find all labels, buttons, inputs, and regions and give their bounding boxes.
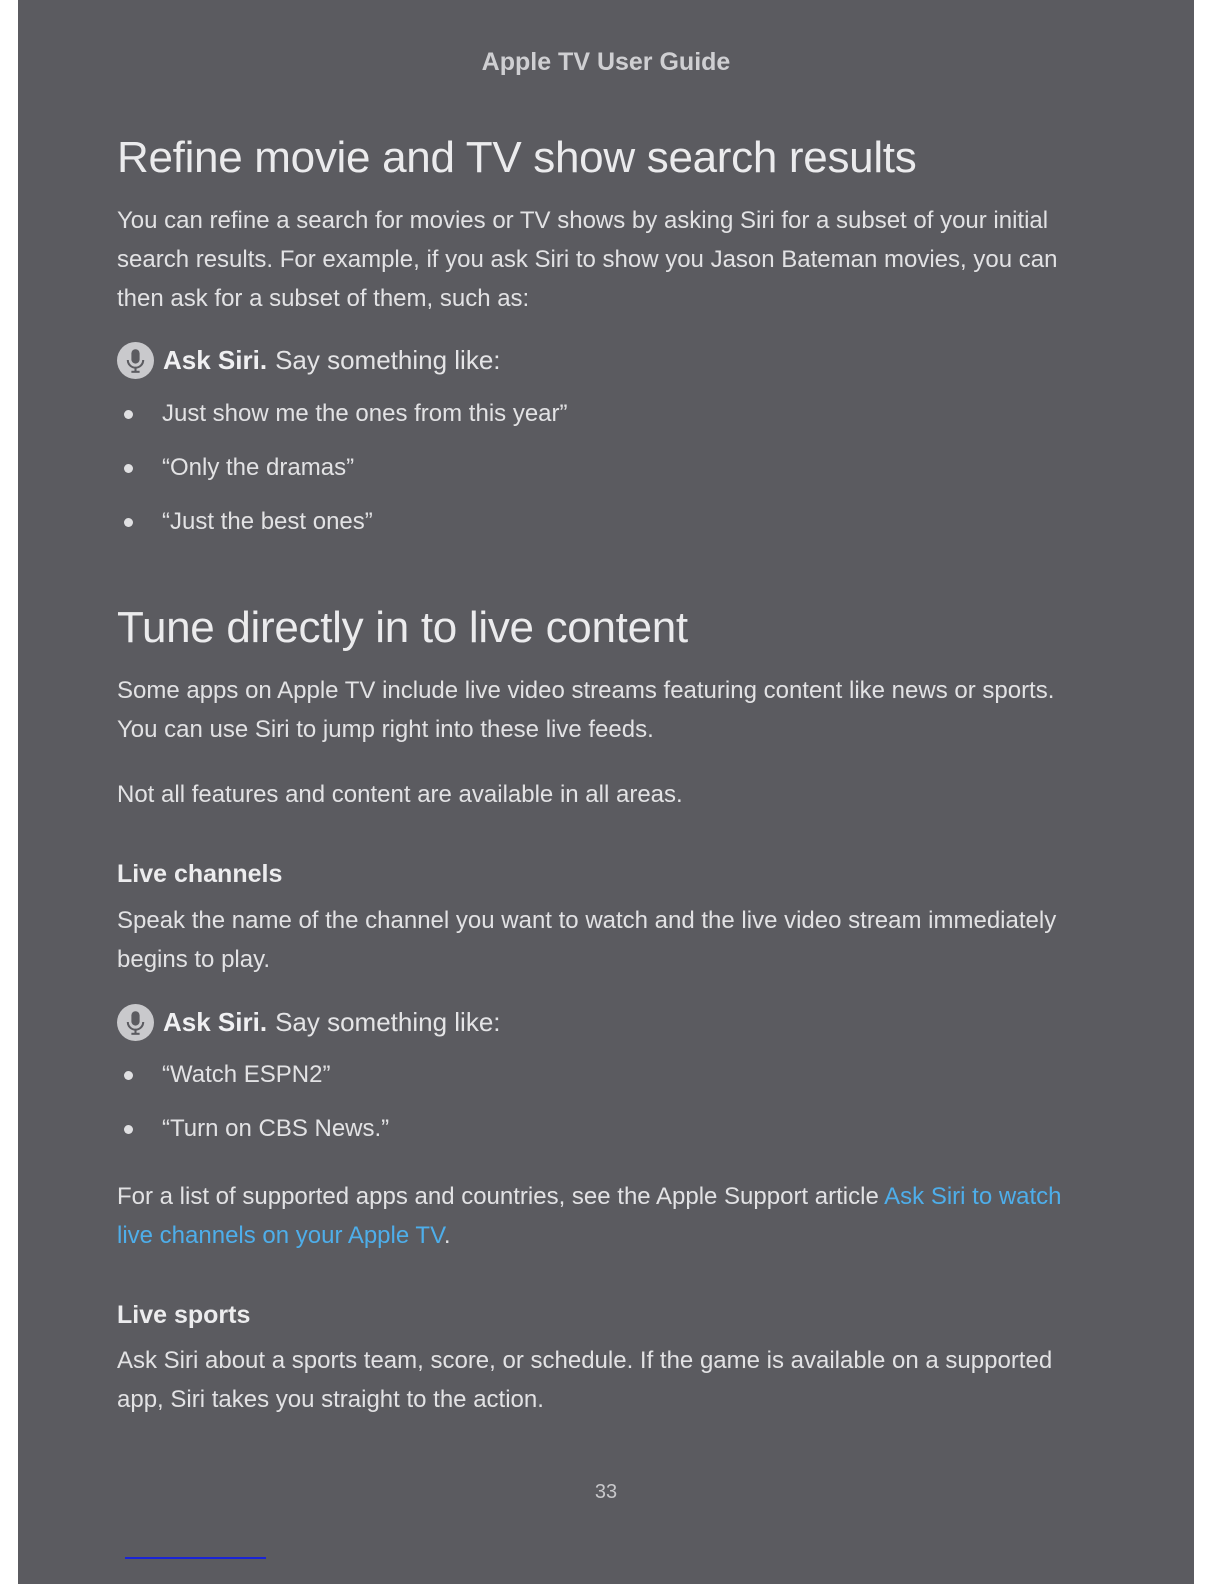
refine-search-intro: You can refine a search for movies or TV shows by asking Siri for a subset of your initial search results. For example, if you ask Siri to show you Jason Bateman movies, you can then ask for a subset of them, such as: [117,207,1058,312]
list-item [124,400,568,428]
list-item [124,508,373,536]
support-article-paragraph [117,1177,1097,1255]
section-heading-refine-search: Refine movie and TV show search results [117,133,917,182]
list-item [124,1061,330,1089]
bullet-dot [124,1071,133,1080]
document-header-title: Apple TV User Guide [481,48,731,76]
ask-siri-prompt-2 [117,1003,501,1041]
bullet-text: “Turn on CBS News.” [162,1115,390,1142]
ask-siri-text: Say something like: [275,344,501,375]
subheading-live-sports: Live sports [117,1301,251,1329]
link-underline-mark [125,1557,266,1559]
support-article-link[interactable]: Ask Siri to watch live channels on your Apple TV [117,1183,1062,1249]
ask-siri-label: Ask Siri. [163,344,268,375]
list-item [124,454,354,482]
document-page [18,0,1194,1584]
microphone-icon [117,342,154,379]
ask-siri-prompt-1 [117,341,501,379]
live-sports-text: Ask Siri about a sports team, score, or schedule. If the game is available on a supported app, Siri takes you straight to the action. [117,1347,1053,1413]
bullet-dot [124,410,133,419]
live-content-intro: Some apps on Apple TV include live video streams featuring content like news or sports. You can use Siri to jump right into these live feeds. [117,677,1055,743]
list-item [124,1115,389,1143]
bullet-dot [124,1125,133,1134]
availability-note: Not all features and content are available in all areas. [117,781,683,808]
ask-siri-label: Ask Siri. [163,1006,268,1037]
bullet-dot [124,518,133,527]
bullet-text: Just show me the ones from this year” [162,400,568,427]
support-article-end: . [443,1222,451,1249]
support-article-text: For a list of supported apps and countries, see the Apple Support article [117,1183,885,1210]
live-channels-text: Speak the name of the channel you want to watch and the live video stream immediately begins to play. [117,907,1057,973]
subheading-live-channels: Live channels [117,860,283,888]
microphone-icon [117,1004,154,1041]
section-heading-live-content: Tune directly in to live content [117,603,688,652]
bullet-text: “Watch ESPN2” [162,1061,331,1088]
bullet-text: “Just the best ones” [162,508,373,535]
page-number: 33 [594,1481,618,1503]
bullet-dot [124,464,133,473]
ask-siri-text: Say something like: [275,1006,501,1037]
bullet-text: “Only the dramas” [162,454,355,481]
